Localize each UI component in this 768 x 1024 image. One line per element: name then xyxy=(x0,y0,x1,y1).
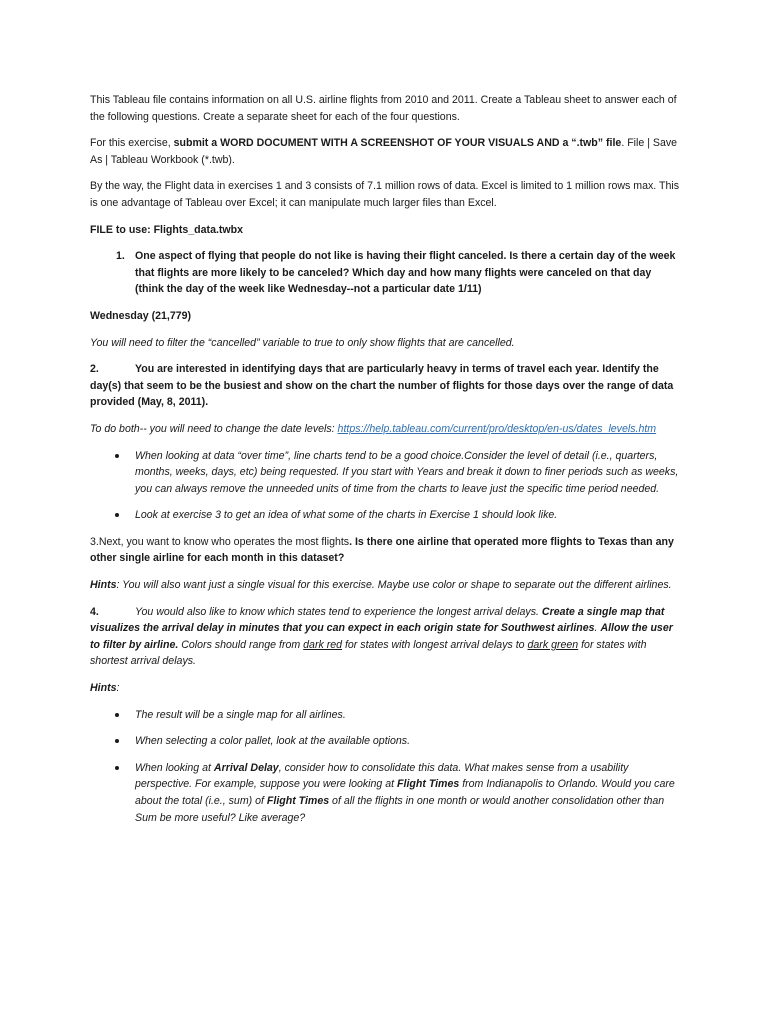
bullet-text: Look at exercise 3 to get an idea of what some of the charts in Exercise 1 should look like. xyxy=(135,509,558,522)
question-4-number: 4. xyxy=(90,605,99,618)
b3-g: of all the flights in one month or would another consolidation other than Sum be more useful? Like average? xyxy=(135,795,665,824)
bullet-dot xyxy=(115,713,119,717)
bullet-text: When looking at data “over time”, line charts tend to be a good choice.Consider the level of detail (i.e., quarters, months, weeks, days, etc) being requested. If you start with Years and break it down to finer periods such as weeks, you can always remove the unneeded units of time from the charts to leave just the specific time period needed. xyxy=(135,449,679,495)
bullet-text xyxy=(135,762,675,824)
tableau-dates-link[interactable]: https://help.tableau.com/current/pro/desktop/en-us/dates_levels.htm xyxy=(337,422,657,435)
bullet-dot xyxy=(115,766,119,770)
question-4-part5: Colors should range from xyxy=(178,638,304,651)
bullet-dot xyxy=(115,454,119,458)
question-2-text: You are interested in identifying days that are particularly heavy in terms of travel each year. Identify the day(s) that seem to be the busiest and show on the chart the number of flights for those days over the range of data provided (May, 8, 2011). xyxy=(90,363,674,409)
submit-prefix: For this exercise, xyxy=(90,137,174,150)
question-4-bullet-3 xyxy=(90,760,680,826)
question-3-text: . Is there one airline that operated more flights to Texas than any other single airline for each month in this dataset? xyxy=(90,535,674,565)
document-page xyxy=(90,92,680,836)
flight-times-term: Flight Times xyxy=(397,778,460,791)
question-2 xyxy=(90,361,680,411)
hints-label: Hints xyxy=(90,682,117,695)
hints-text: : You will also want just a single visual for this exercise. Maybe use color or shape to separate out the different airlines. xyxy=(116,579,672,592)
question-4-part3: . xyxy=(594,622,601,635)
question-1-text: One aspect of flying that people do not like is having their flight canceled. Is there a certain day of the week that flights are more likely to be canceled? Which day and how many flights were canceled on that day (think the day of the week like Wednesday--not a particular date 1/11) xyxy=(135,250,676,296)
question-1-number: 1. xyxy=(116,250,125,263)
question-2-number: 2. xyxy=(90,363,99,376)
question-4 xyxy=(90,604,680,670)
question-3-hints xyxy=(90,577,680,594)
question-2-hint xyxy=(90,421,680,438)
question-1 xyxy=(90,248,680,298)
b3-c: , consider how to consolidate this data. What makes sense from a usability perspective. For example, suppose you were looking at xyxy=(135,761,629,791)
question-4-hints-heading xyxy=(90,680,680,697)
b3-a: When looking at xyxy=(135,761,214,774)
dark-green-text: dark green xyxy=(527,638,579,651)
hints-colon: : xyxy=(116,682,120,695)
flight-times-term: Flight Times xyxy=(266,795,330,807)
question-4-filter: Allow the user to filter by airline. xyxy=(90,622,673,651)
arrival-delay-term: Arrival Delay xyxy=(213,761,279,774)
hints-label: Hints xyxy=(90,579,117,592)
dark-red-text: dark red xyxy=(303,638,343,651)
question-4-part7: for states with shortest arrival delays. xyxy=(90,638,647,668)
question-4-task: Create a single map that visualizes the arrival delay in minutes that you can expect in each origin state for Southwest airlines xyxy=(90,605,665,635)
question-4-bullet-2 xyxy=(90,733,680,750)
intro-paragraph: This Tableau file contains information on all U.S. airline flights from 2010 and 2011. Create a Tableau sheet to answer each of the following questions. Create a separate sheet for each of the four questions. xyxy=(90,94,677,123)
bullet-text: When selecting a color pallet, look at the available options. xyxy=(135,735,411,748)
question-2-bullet-2 xyxy=(90,507,680,524)
question-2-hint-text: To do both-- you will need to change the date levels: xyxy=(90,422,338,435)
data-note-paragraph: By the way, the Flight data in exercises 1 and 3 consists of 7.1 million rows of data. Excel is limited to 1 million rows max. This is one advantage of Tableau over Excel; it can manipulate much larger files than Excel. xyxy=(90,180,679,209)
question-4-bullet-1 xyxy=(90,707,680,724)
bullet-text: The result will be a single map for all airlines. xyxy=(135,708,346,721)
question-3 xyxy=(90,534,680,567)
submit-paragraph xyxy=(90,135,680,168)
question-4-part1: You would also like to know which states tend to experience the longest arrival delays. xyxy=(135,605,542,618)
question-4-part6: for states with longest arrival delays to xyxy=(342,638,528,651)
question-2-bullet-1 xyxy=(90,448,680,498)
submit-requirement: submit a WORD DOCUMENT WITH A SCREENSHOT OF YOUR VISUALS AND a “.twb” file xyxy=(173,137,622,150)
bullet-dot xyxy=(115,739,119,743)
submit-suffix: . File | Save As | Tableau Workbook (*.twb). xyxy=(90,137,678,166)
question-1-answer: Wednesday (21,779) xyxy=(90,309,192,322)
bullet-dot xyxy=(115,513,119,517)
file-label: FILE to use: Flights_data.twbx xyxy=(90,223,244,236)
question-1-hint: You will need to filter the “cancelled” variable to true to only show flights that are cancelled. xyxy=(90,336,515,349)
question-3-lead: 3.Next, you want to know who operates the most flights xyxy=(90,535,350,548)
b3-e: from Indianapolis to Orlando. Would you care about the total (i.e., sum) of xyxy=(135,778,675,807)
